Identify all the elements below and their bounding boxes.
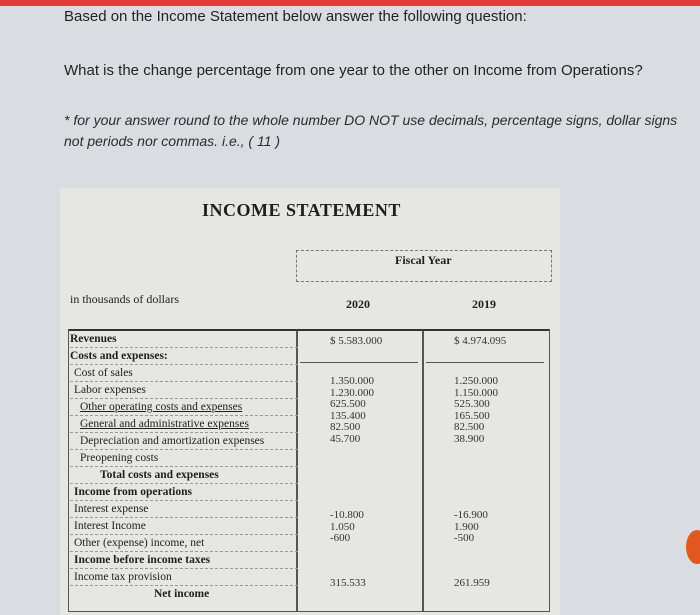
cost-value: 1.150.000 bbox=[454, 386, 498, 399]
row-revenues: Revenues bbox=[70, 331, 298, 348]
row-depreciation: Depreciation and amortization expenses bbox=[70, 433, 298, 450]
row-costs-header: Costs and expenses: bbox=[70, 348, 298, 365]
top-accent-bar bbox=[0, 0, 700, 6]
cost-value: 165.500 bbox=[454, 409, 490, 422]
other-value: -500 bbox=[454, 532, 475, 544]
row-other-income: Other (expense) income, net bbox=[70, 535, 298, 552]
other-value: 1.900 bbox=[454, 520, 479, 533]
row-general-admin: General and administrative expenses bbox=[70, 416, 298, 433]
cost-value: 38.900 bbox=[454, 432, 485, 445]
other-value: -16.900 bbox=[454, 509, 488, 521]
answer-note: * for your answer round to the whole number DO NOT use decimals, percentage signs, dollar signs not periods nor commas. i.e., ( 11 ) bbox=[64, 112, 678, 149]
row-income-tax: Income tax provision bbox=[70, 569, 298, 586]
cost-value: 1.350.000 bbox=[330, 375, 374, 387]
fiscal-year-label: Fiscal Year bbox=[395, 253, 452, 267]
other-value: 1.050 bbox=[330, 520, 355, 533]
value-column-2020 bbox=[296, 329, 424, 612]
income-statement-image bbox=[60, 188, 560, 615]
row-labor-expenses: Labor expenses bbox=[70, 382, 298, 399]
cost-value: 135.400 bbox=[330, 409, 366, 422]
costs-2019 bbox=[454, 376, 498, 445]
year-2019-header: 2019 bbox=[472, 297, 496, 311]
statement-title: INCOME STATEMENT bbox=[202, 200, 401, 220]
other-2020 bbox=[330, 510, 364, 545]
cost-value: 625.500 bbox=[330, 398, 366, 410]
cost-value: 82.500 bbox=[454, 421, 485, 433]
row-income-before-taxes: Income before income taxes bbox=[70, 552, 298, 569]
tax-value-2019: 261.959 bbox=[454, 577, 490, 589]
row-interest-income: Interest Income bbox=[70, 518, 298, 535]
floating-action-button[interactable] bbox=[686, 530, 700, 564]
cost-value: 525.300 bbox=[454, 398, 490, 410]
divider-2020 bbox=[300, 362, 418, 363]
row-other-operating: Other operating costs and expenses bbox=[70, 399, 298, 416]
other-value: -600 bbox=[330, 532, 351, 544]
revenue-value-2019: $ 4.974.095 bbox=[454, 335, 507, 347]
cost-value: 1.230.000 bbox=[330, 386, 374, 399]
costs-2020 bbox=[330, 376, 374, 445]
revenue-2019 bbox=[454, 336, 506, 348]
question-text: What is the change percentage from one year to the other on Income from Operations? bbox=[64, 62, 643, 79]
row-labels bbox=[70, 331, 298, 603]
cost-value: 45.700 bbox=[330, 432, 361, 445]
row-income-operations: Income from operations bbox=[70, 484, 298, 501]
divider-2019 bbox=[426, 362, 544, 363]
row-cost-of-sales: Cost of sales bbox=[70, 365, 298, 382]
row-interest-expense: Interest expense bbox=[70, 501, 298, 518]
value-column-2019 bbox=[422, 329, 550, 612]
row-net-income: Net income bbox=[154, 588, 210, 600]
other-2019 bbox=[454, 510, 488, 545]
revenue-value-2020: $ 5.583.000 bbox=[330, 335, 383, 347]
unit-label: in thousands of dollars bbox=[70, 292, 179, 306]
tax-value-2020: 315.533 bbox=[330, 577, 366, 589]
tax-2019 bbox=[454, 578, 490, 590]
tax-2020 bbox=[330, 578, 366, 590]
other-value: -10.800 bbox=[330, 509, 364, 521]
year-2020-header: 2020 bbox=[346, 297, 370, 311]
cost-value: 82.500 bbox=[330, 421, 361, 433]
row-preopening: Preopening costs bbox=[70, 450, 298, 467]
revenue-2020 bbox=[330, 336, 382, 348]
row-total-costs: Total costs and expenses bbox=[70, 467, 298, 484]
instruction-text: Based on the Income Statement below answer the following question: bbox=[64, 8, 527, 25]
cost-value: 1.250.000 bbox=[454, 375, 498, 387]
